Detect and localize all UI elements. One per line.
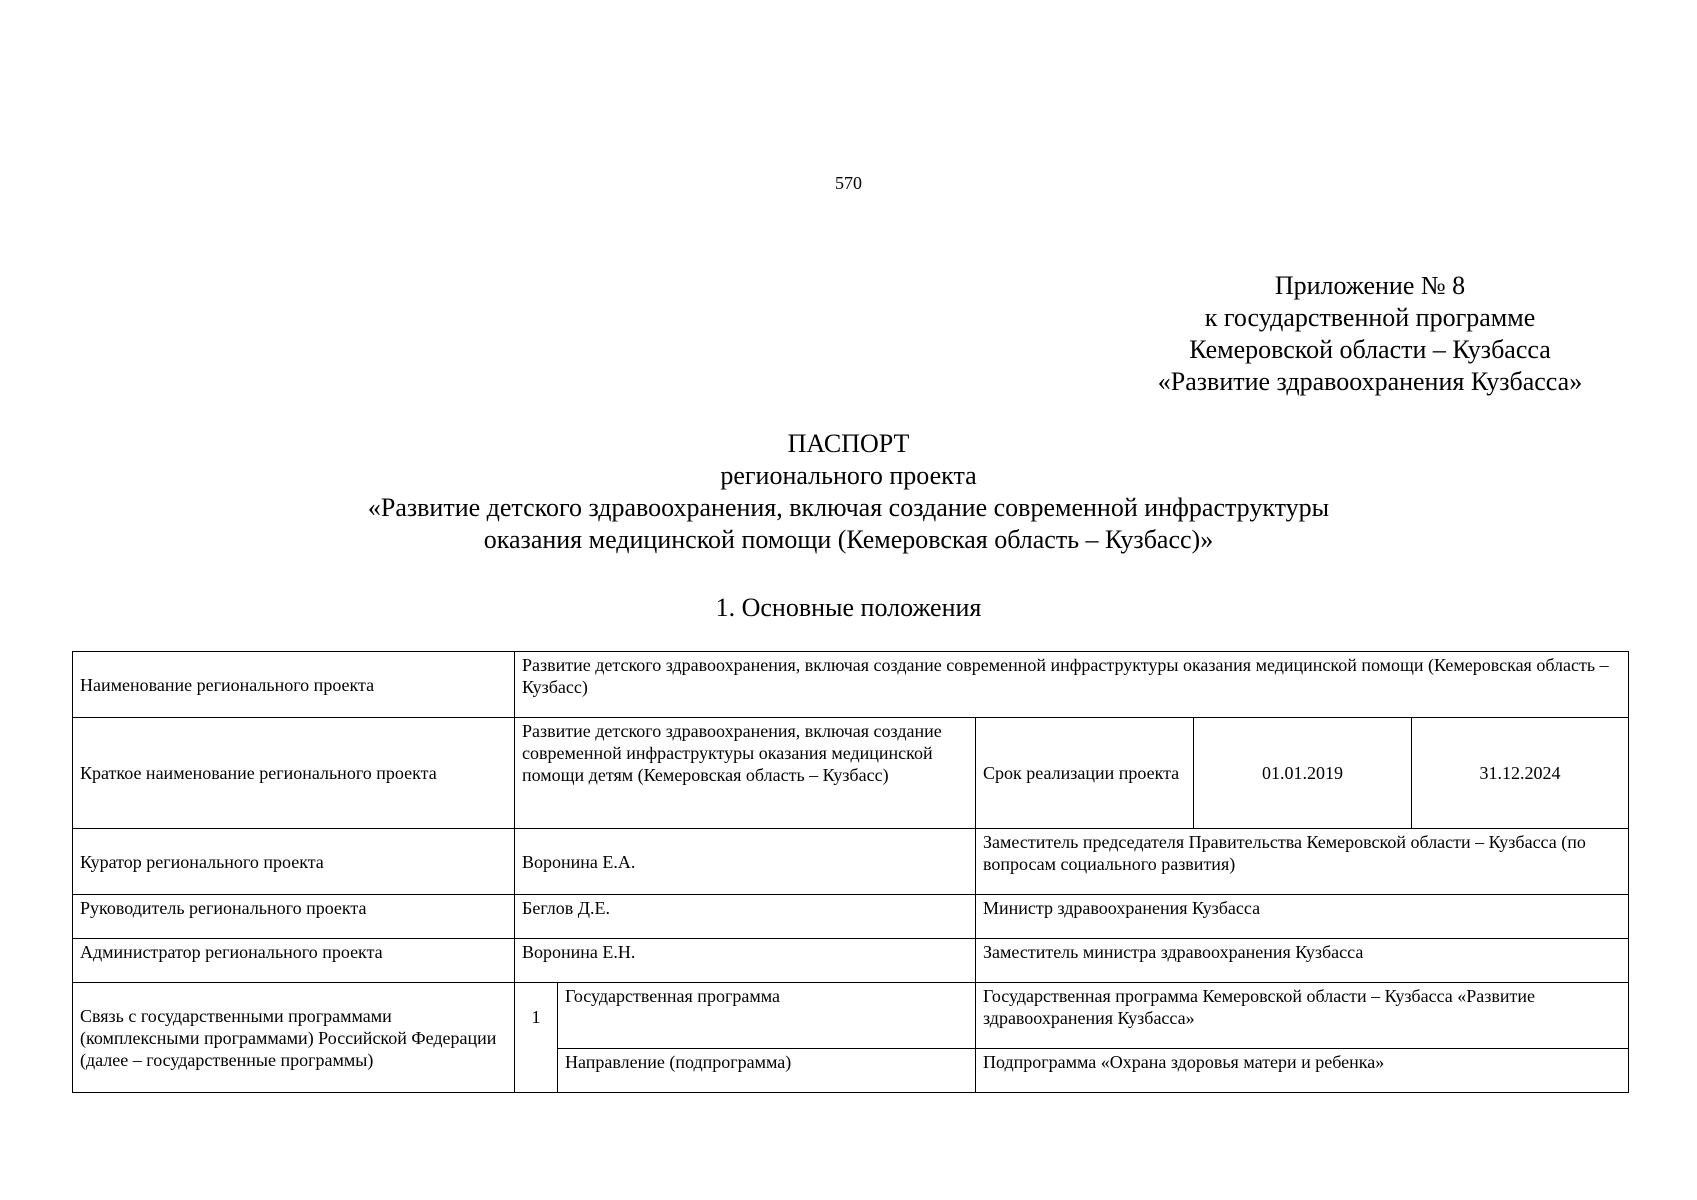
state-program-value: Государственная программа Кемеровской области – Кузбасса «Развитие здравоохранения Кузбасса» [976,983,1629,1049]
appendix-header [1120,270,1620,398]
row-label-head: Руководитель регионального проекта [73,895,515,939]
administrator-position: Заместитель министра здравоохранения Кузбасса [976,939,1629,983]
administrator-name: Воронина Е.Н. [515,939,976,983]
title-line-2: регионального проекта [720,461,977,490]
appendix-line-3: Кемеровской области – Кузбасса [1189,335,1551,364]
project-name-value: Развитие детского здравоохранения, включая создание современной инфраструктуры оказания медицинской помощи (Кемеровская область – Кузбасс) [515,652,1629,718]
state-program-label: Государственная программа [558,983,976,1049]
passport-table [72,651,1629,1093]
subprogram-value: Подпрограмма «Охрана здоровья матери и ребенка» [976,1049,1629,1093]
table-row [73,718,1629,829]
subprogram-label: Направление (подпрограмма) [558,1049,976,1093]
short-name-value: Развитие детского здравоохранения, включая создание современной инфраструктуры оказания медицинской помощи детям (Кемеровская область – Кузбасс) [515,718,976,829]
appendix-line-2: к государственной программе [1204,303,1536,332]
start-date: 01.01.2019 [1194,718,1412,829]
curator-name: Воронина Е.А. [515,829,976,895]
appendix-line-1: Приложение № 8 [1274,271,1466,300]
table-row [73,652,1629,718]
table-row [73,895,1629,939]
title-line-4: оказания медицинской помощи (Кемеровская область – Кузбасс)» [483,525,1214,554]
curator-position: Заместитель председателя Правительства Кемеровской области – Кузбасса (по вопросам социального развития) [976,829,1629,895]
table-row [73,829,1629,895]
title-line-1: ПАСПОРТ [787,429,910,458]
page-number: 570 [835,173,862,193]
title-line-3: «Развитие детского здравоохранения, включая создание современной инфраструктуры [367,493,1330,522]
row-label-project-name: Наименование регионального проекта [73,652,515,718]
program-number: 1 [515,983,558,1093]
period-label: Срок реализации проекта [976,718,1194,829]
head-name: Беглов Д.Е. [515,895,976,939]
table-row [73,983,1629,1049]
row-label-programs-link: Связь с государственными программами (комплексными программами) Российской Федерации (далее – государственные программы) [73,983,515,1093]
section-heading: 1. Основные положения [715,593,982,622]
row-label-administrator: Администратор регионального проекта [73,939,515,983]
head-position: Министр здравоохранения Кузбасса [976,895,1629,939]
end-date: 31.12.2024 [1412,718,1629,829]
document-title [0,428,1697,556]
table-row [73,939,1629,983]
appendix-line-4: «Развитие здравоохранения Кузбасса» [1157,367,1583,396]
row-label-curator: Куратор регионального проекта [73,829,515,895]
row-label-short-name: Краткое наименование регионального проекта [73,718,515,829]
